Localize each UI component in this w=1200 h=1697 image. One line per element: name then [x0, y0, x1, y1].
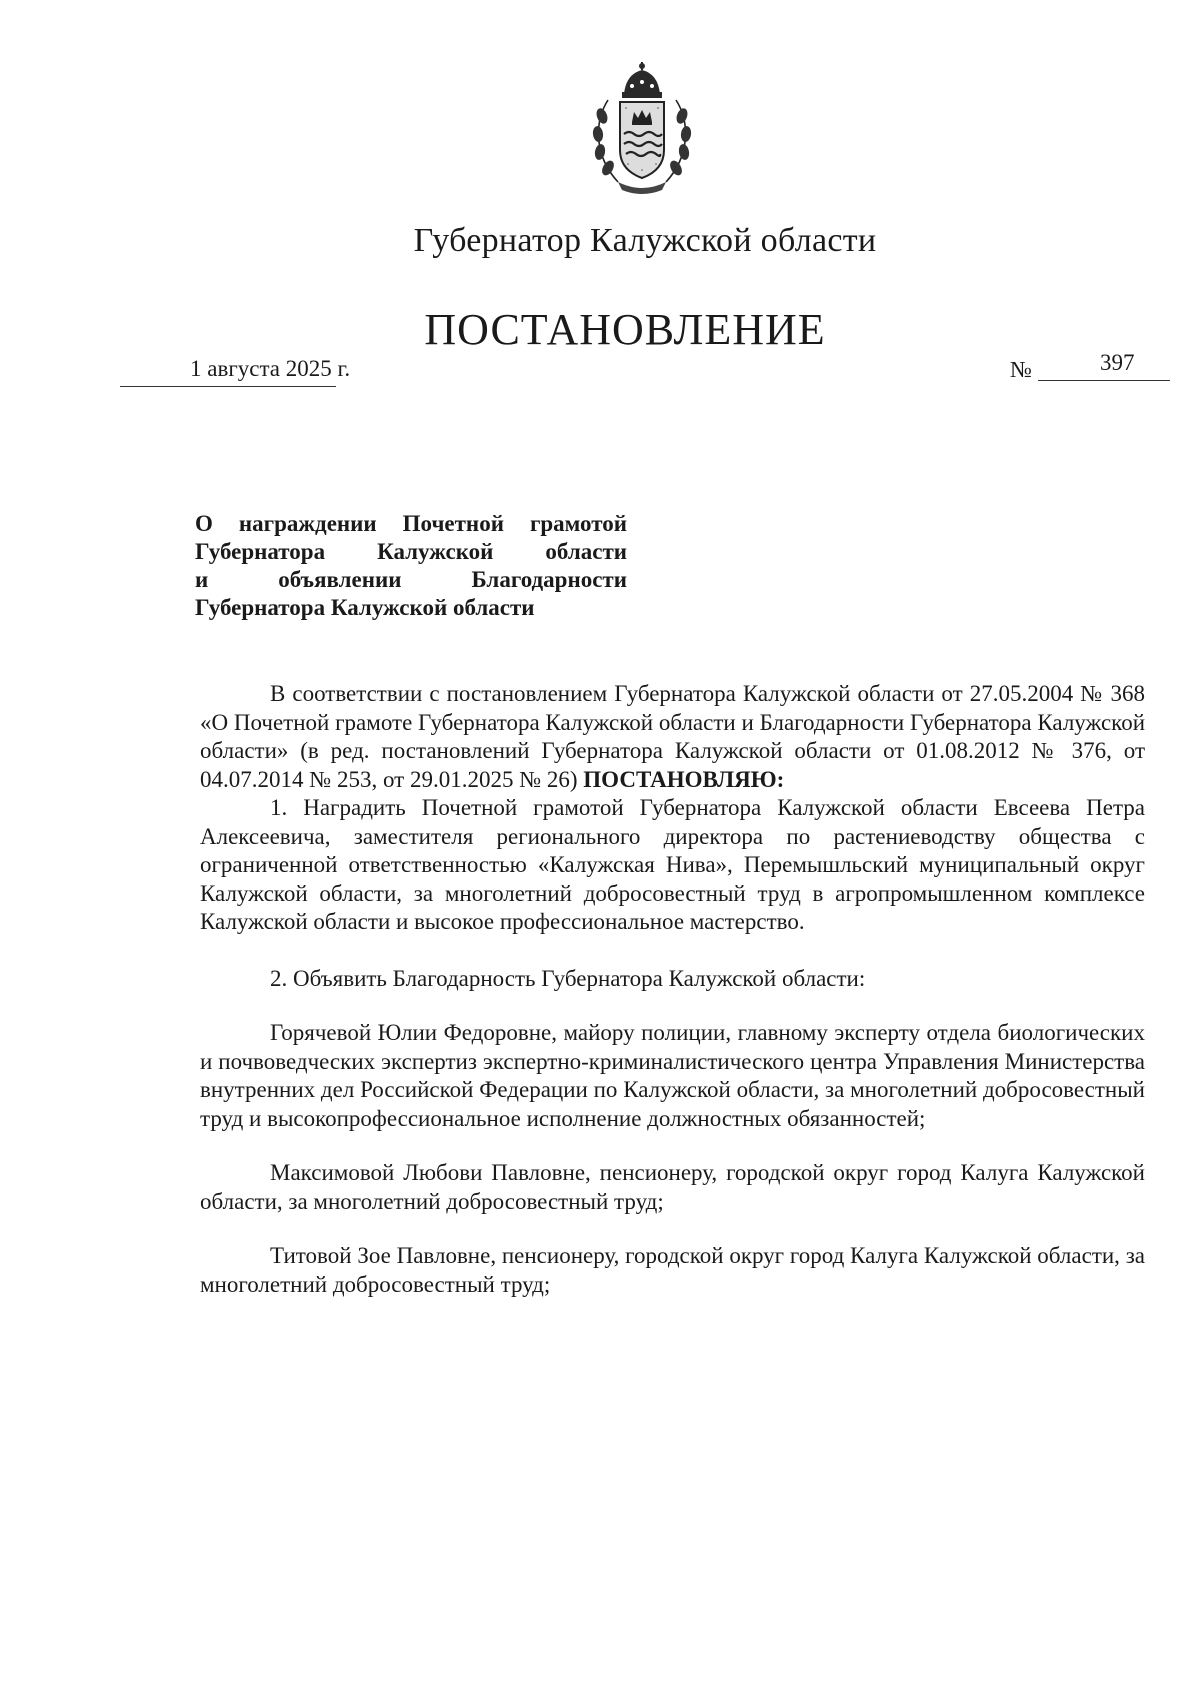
decree-word: ПОСТАНОВЛЯЮ:	[583, 766, 785, 792]
preamble-text: В соответствии с постановлением Губернатора Калужской области от 27.05.2004 № 368 «О Почетной грамоте Губернатора Калужской области и Благодарности Губернатора Калужской области» (в ред. постановлений Губернатора Калужской области от 01.08.2012 № 376, от 04.07.2014 № 253, от 29.01.2025 № 26)	[200, 681, 1145, 792]
document-number: 397	[1100, 350, 1135, 375]
subject-line: и объявлении Благодарности	[195, 567, 627, 592]
subject-line: О награждении Почетной грамотой	[195, 511, 627, 536]
subject-line: Губернатора Калужской области	[195, 539, 627, 564]
number-underline	[1038, 380, 1170, 381]
document-date: 1 августа 2025 г.	[190, 356, 351, 381]
awardee-paragraph: Горячевой Юлии Федоровне, майору полиции, главному эксперту отдела биологических и почвоведческих экспертиз экспертно-криминалистического центра Управления Министерства внутренних дел Российской Федерации по Калужской области, за многолетний добросовестный труд и высокопрофессиональное исполнение должностных обязанностей;	[200, 1020, 1145, 1131]
awardee-paragraph: Титовой Зое Павловне, пенсионеру, городской округ город Калуга Калужской области, за многолетний добросовестный труд;	[200, 1243, 1145, 1297]
awardee-paragraph: Максимовой Любови Павловне, пенсионеру, городской округ город Калуга Калужской области, за многолетний добросовестный труд;	[200, 1160, 1145, 1214]
issuing-authority: Губернатор Калужской области	[413, 222, 877, 259]
document-body	[200, 680, 1145, 1299]
preamble-paragraph	[200, 680, 1145, 794]
document-subject	[195, 510, 627, 622]
item-2-paragraph: 2. Объявить Благодарность Губернатора Калужской области:	[270, 965, 866, 991]
number-label: №	[1010, 357, 1032, 382]
item-1-paragraph: 1. Наградить Почетной грамотой Губернатора Калужской области Евсеева Петра Алексеевича, заместителя регионального директора по растениеводству общества с ограниченной ответственностью «Калужская Нива», Перемышльский муниципальный округ Калужской области, за многолетний добросовестный труд в агропромышленном комплексе Калужской области и высокое профессиональное мастерство.	[200, 795, 1145, 934]
date-underline	[120, 386, 336, 387]
document-type-title: ПОСТАНОВЛЕНИЕ	[424, 305, 826, 354]
coat-of-arms-icon	[588, 60, 696, 196]
subject-line: Губернатора Калужской области	[195, 595, 535, 620]
